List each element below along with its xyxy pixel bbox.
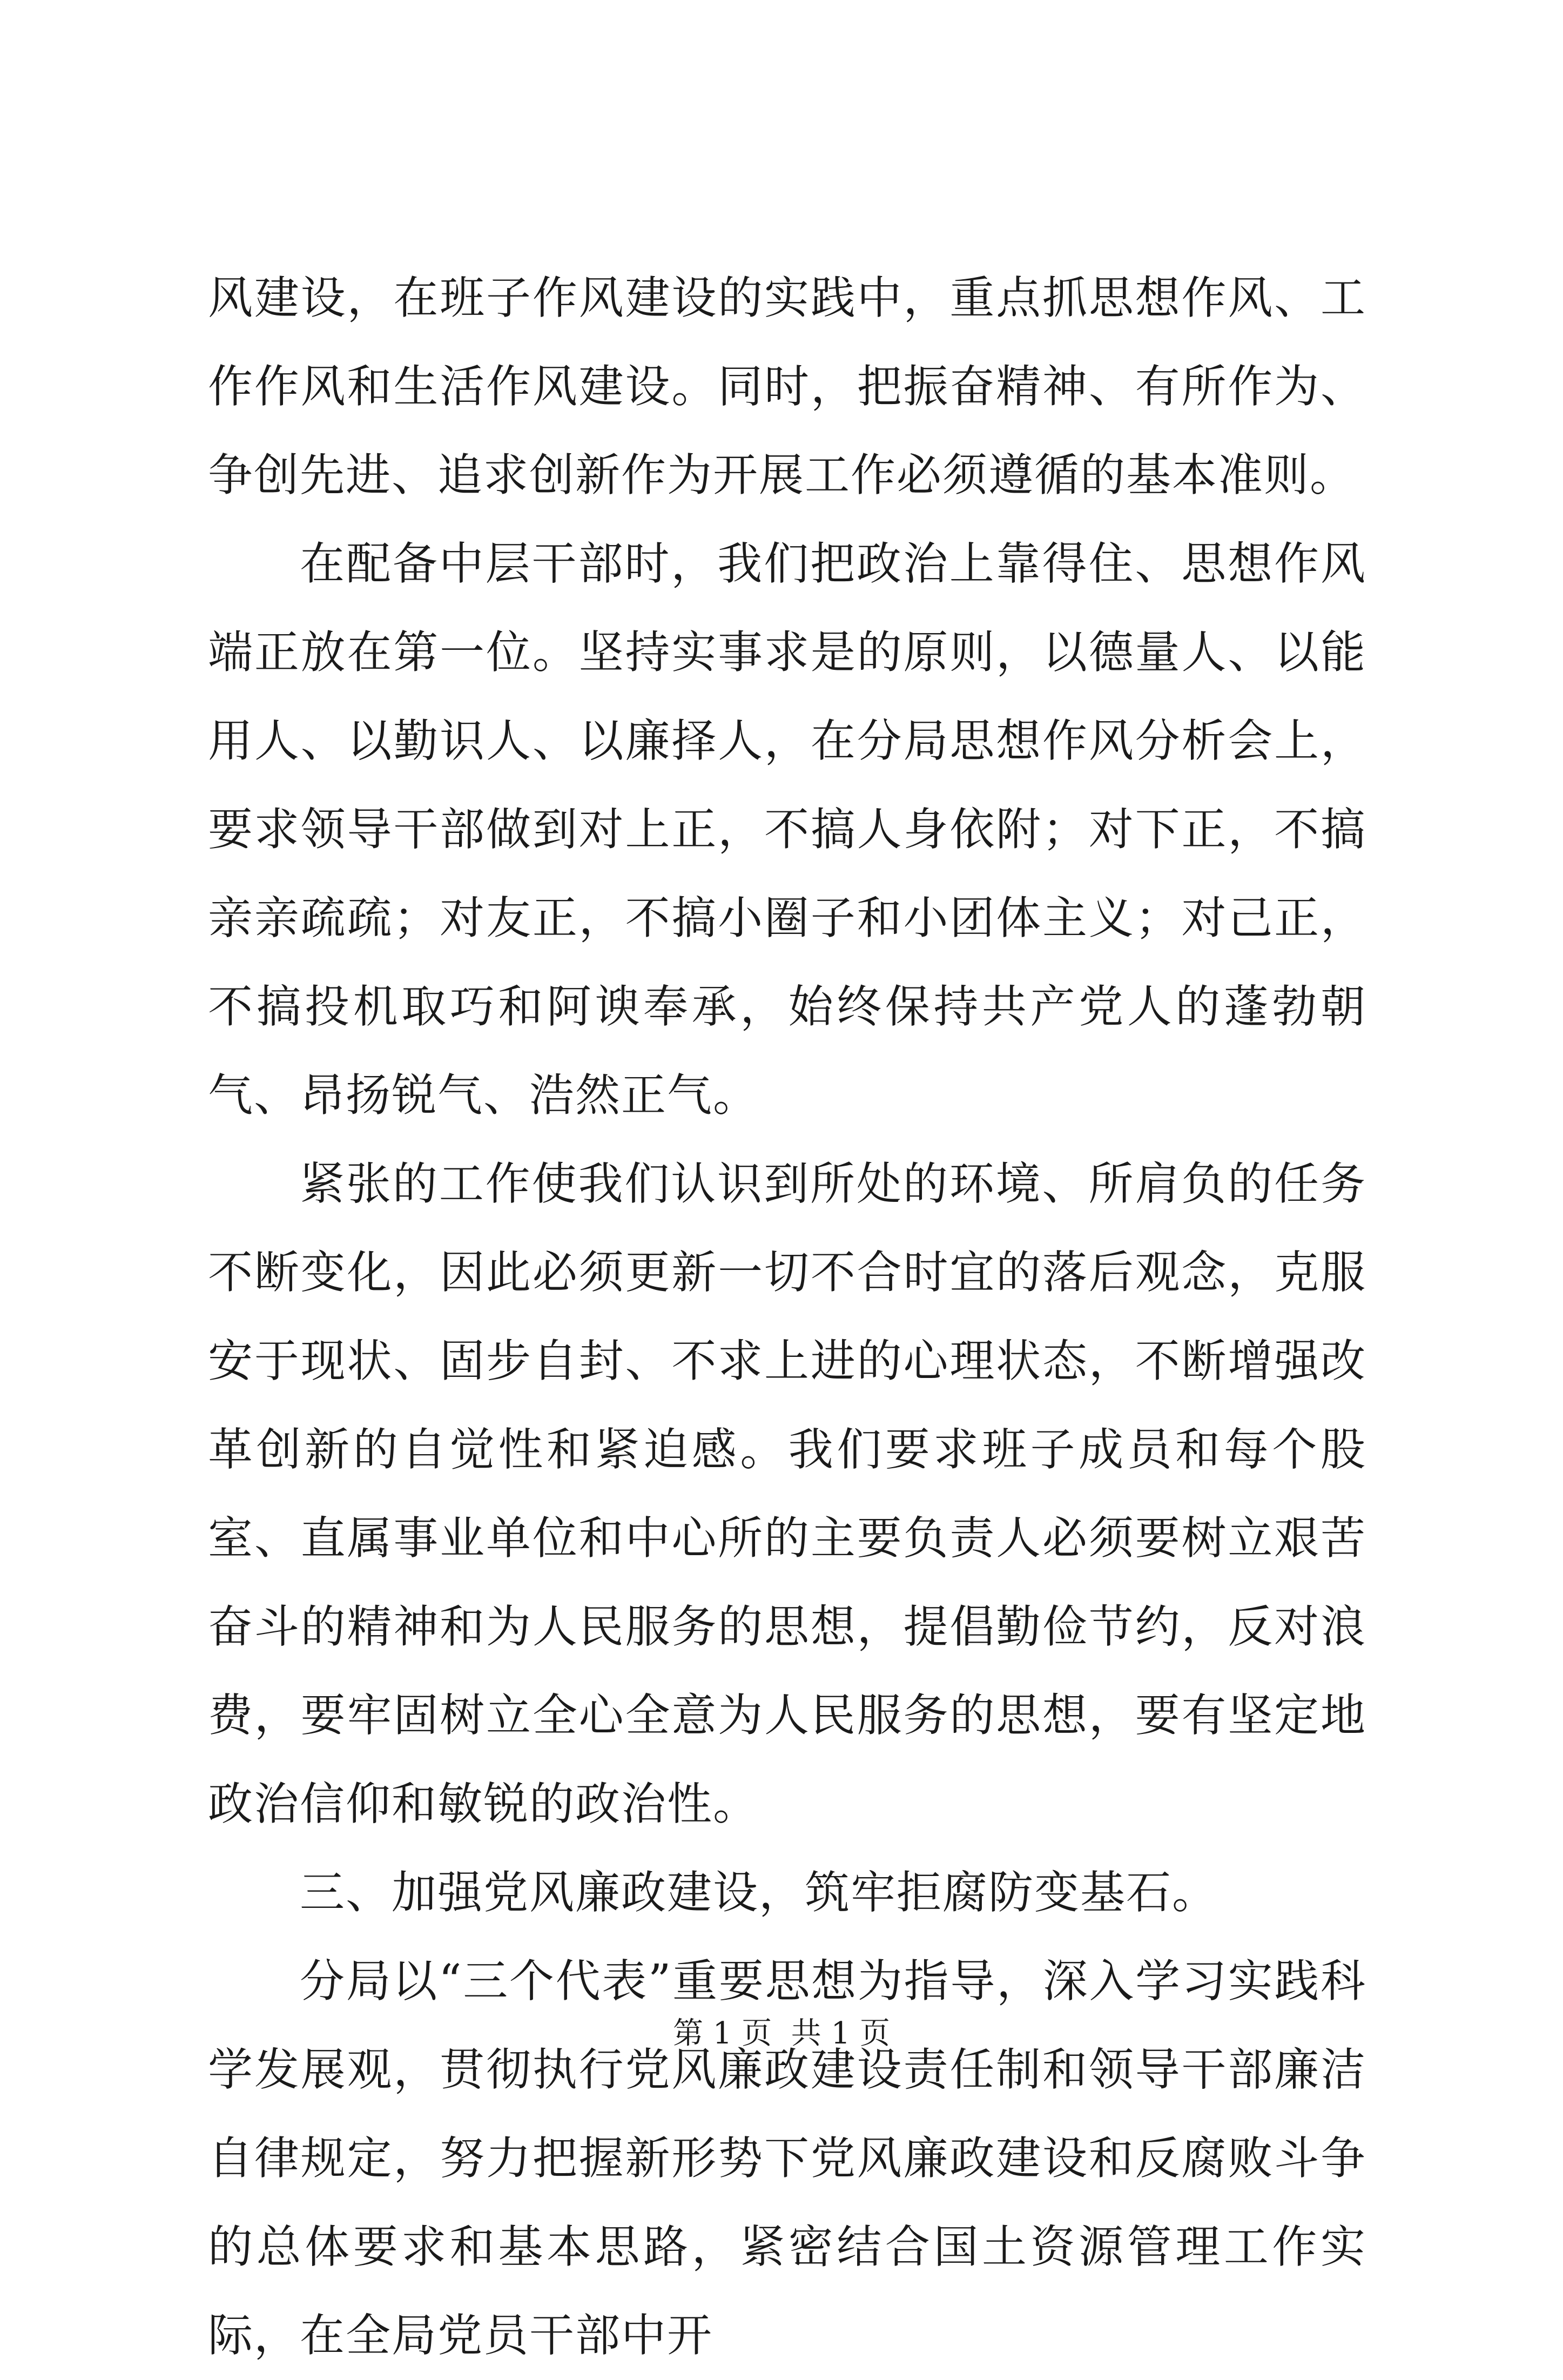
body-text — [208, 254, 1366, 2380]
page-footer: 第 1 页 共 1 页 — [672, 2016, 891, 2051]
paragraph-cadre-selection: 在配备中层干部时，我们把政治上靠得住、思想作风端正放在第一位。坚持实事求是的原则，以德量人、以能用人、以勤识人、以廉择人，在分局思想作风分析会上，要求领导干部做到对上正，不搞人身依附；对下正，不搞亲亲疏疏；对友正，不搞小圈子和小团体主义；对己正，不搞投机取巧和阿谀奉承，始终保持共产党人的蓬勃朝气、昂扬锐气、浩然正气。 — [208, 537, 1366, 1121]
paragraph-continuation: 风建设，在班子作风建设的实践中，重点抓思想作风、工作作风和生活作风建设。同时，把振奋精神、有所作为、争创先进、追求创新作为开展工作必须遵循的基本准则。 — [208, 272, 1366, 501]
section-heading-three: 三、加强党风廉政建设，筑牢拒腐防变基石。 — [300, 1866, 1218, 1919]
paragraph-work-awareness: 紧张的工作使我们认识到所处的环境、所肩负的任务不断变化，因此必须更新一切不合时宜的落后观念，克服安于现状、固步自封、不求上进的心理状态，不断增强改革创新的自觉性和紧迫感。我们要求班子成员和每个股室、直属事业单位和中心所的主要负责人必须要树立艰苦奋斗的精神和为人民服务的思想，提倡勤俭节约，反对浪费，要牢固树立全心全意为人民服务的思想，要有坚定地政治信仰和敏锐的政治性。 — [208, 1158, 1366, 1830]
paragraph-party-conduct: 分局以“三个代表”重要思想为指导，深入学习实践科学发展观，贯彻执行党风廉政建设责任制和领导干部廉洁自律规定，努力把握新形势下党风廉政建设和反腐败斗争的总体要求和基本思路，紧密结合国土资源管理工作实际，在全局党员干部中开 — [208, 1955, 1366, 2362]
